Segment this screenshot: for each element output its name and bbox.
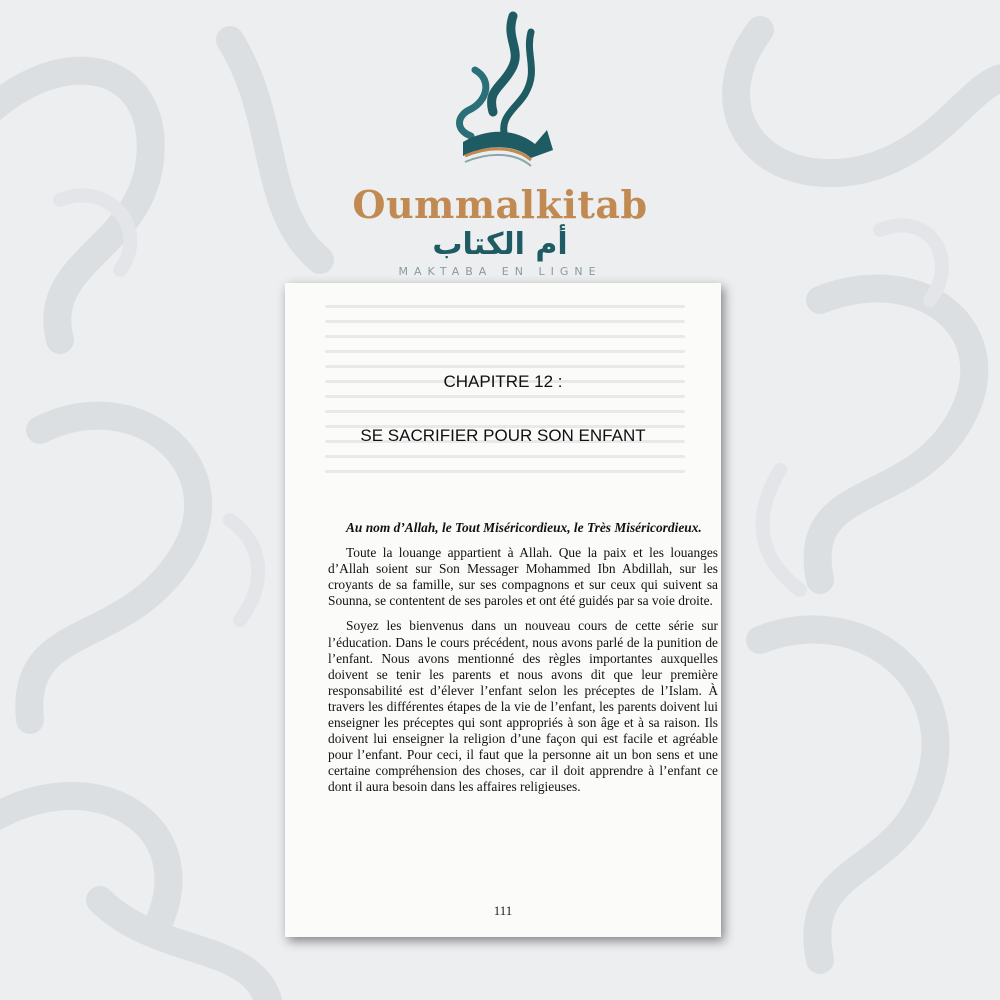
chapter-title: SE SACRIFIER POUR SON ENFANT [360,426,646,445]
book-page [285,283,721,937]
brand-header [350,10,650,280]
brand-tagline: MAKTABA EN LIGNE [398,265,602,278]
brand-arabic-name: أم الكتاب [432,227,568,262]
body-paragraph: Toute la louange appartient à Allah. Que la paix et les louanges d’Allah soient sur Son Messager Mohammed Ibn Abdillah, sur les croyants de sa famille, sur ses compagnons et sur ceux qui suivent sa Sounna, se contentent de ses paroles et ont été guidés par sa voie droite. [328,545,718,609]
oummalkitab-logo-icon [435,10,565,175]
brand-name: Oummalkitab [352,182,648,227]
page-body [328,520,718,805]
chapter-label: CHAPITRE 12 : [443,372,563,391]
bismillah-paragraph: Au nom d’Allah, le Tout Miséricordieux, le Très Miséricordieux. [346,520,702,535]
body-paragraph: Soyez les bienvenus dans un nouveau cours de cette série sur l’éducation. Dans le cours précédent, nous avons parlé de la punition de l’enfant. Nous avons mentionné des règles importantes auxquelles doivent se tenir les parents et nous avons dit que leur première responsabilité est d’élever l’enfant selon les préceptes de l’Islam. À travers les différentes étapes de la vie de l’enfant, les parents doivent lui enseigner les préceptes qui sont appropriés à son âge et à sa raison. Ils doivent lui enseigner la religion d’une façon qui est facile et agréable pour l’enfant. Pour ceci, il faut que la personne ait un bon sens et une certaine compréhension des choses, car il doit apprendre à l’enfant ce dont il aura besoin dans les affaires religieuses. [328,618,718,795]
page-number: 111 [493,903,513,918]
